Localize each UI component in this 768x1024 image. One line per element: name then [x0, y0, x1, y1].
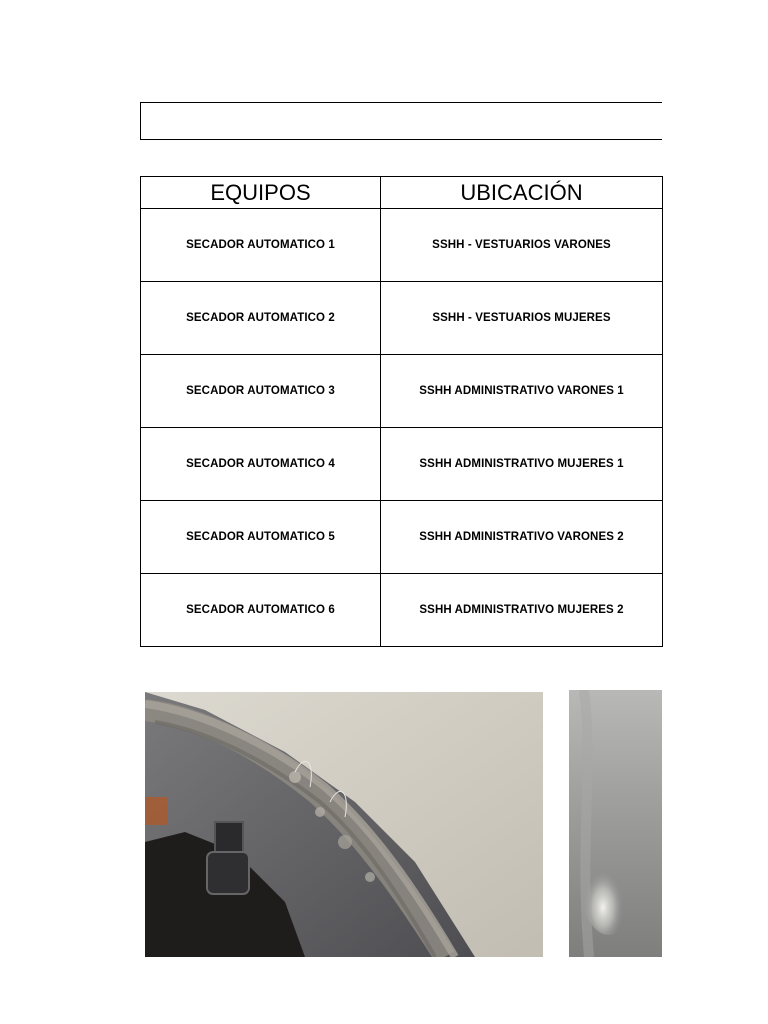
location-cell: SSHH ADMINISTRATIVO VARONES 1	[381, 355, 663, 428]
location-cell: SSHH - VESTUARIOS MUJERES	[381, 282, 663, 355]
table-row	[141, 209, 663, 282]
table-row	[141, 355, 663, 428]
equipment-cell: SECADOR AUTOMATICO 4	[141, 428, 381, 501]
equipment-cell: SECADOR AUTOMATICO 6	[141, 574, 381, 647]
equipment-table	[140, 176, 663, 647]
table-row	[141, 501, 663, 574]
equipment-cell: SECADOR AUTOMATICO 2	[141, 282, 381, 355]
equipment-cell: SECADOR AUTOMATICO 1	[141, 209, 381, 282]
table-row	[141, 574, 663, 647]
hand-dryer-surface-photo	[569, 690, 662, 957]
location-cell: SSHH ADMINISTRATIVO VARONES 2	[381, 501, 663, 574]
table-row	[141, 282, 663, 355]
location-cell: SSHH - VESTUARIOS VARONES	[381, 209, 663, 282]
equipment-cell: SECADOR AUTOMATICO 5	[141, 501, 381, 574]
photo-illustration	[569, 690, 662, 957]
equipment-cell: SECADOR AUTOMATICO 3	[141, 355, 381, 428]
table-header-row	[141, 177, 663, 209]
hand-dryer-interior-photo	[145, 692, 543, 957]
header-ubicacion: UBICACIÓN	[381, 177, 663, 209]
header-equipos: EQUIPOS	[141, 177, 381, 209]
table-row	[141, 428, 663, 501]
location-cell: SSHH ADMINISTRATIVO MUJERES 1	[381, 428, 663, 501]
title-box	[140, 102, 662, 140]
location-cell: SSHH ADMINISTRATIVO MUJERES 2	[381, 574, 663, 647]
photo-illustration	[145, 692, 543, 957]
